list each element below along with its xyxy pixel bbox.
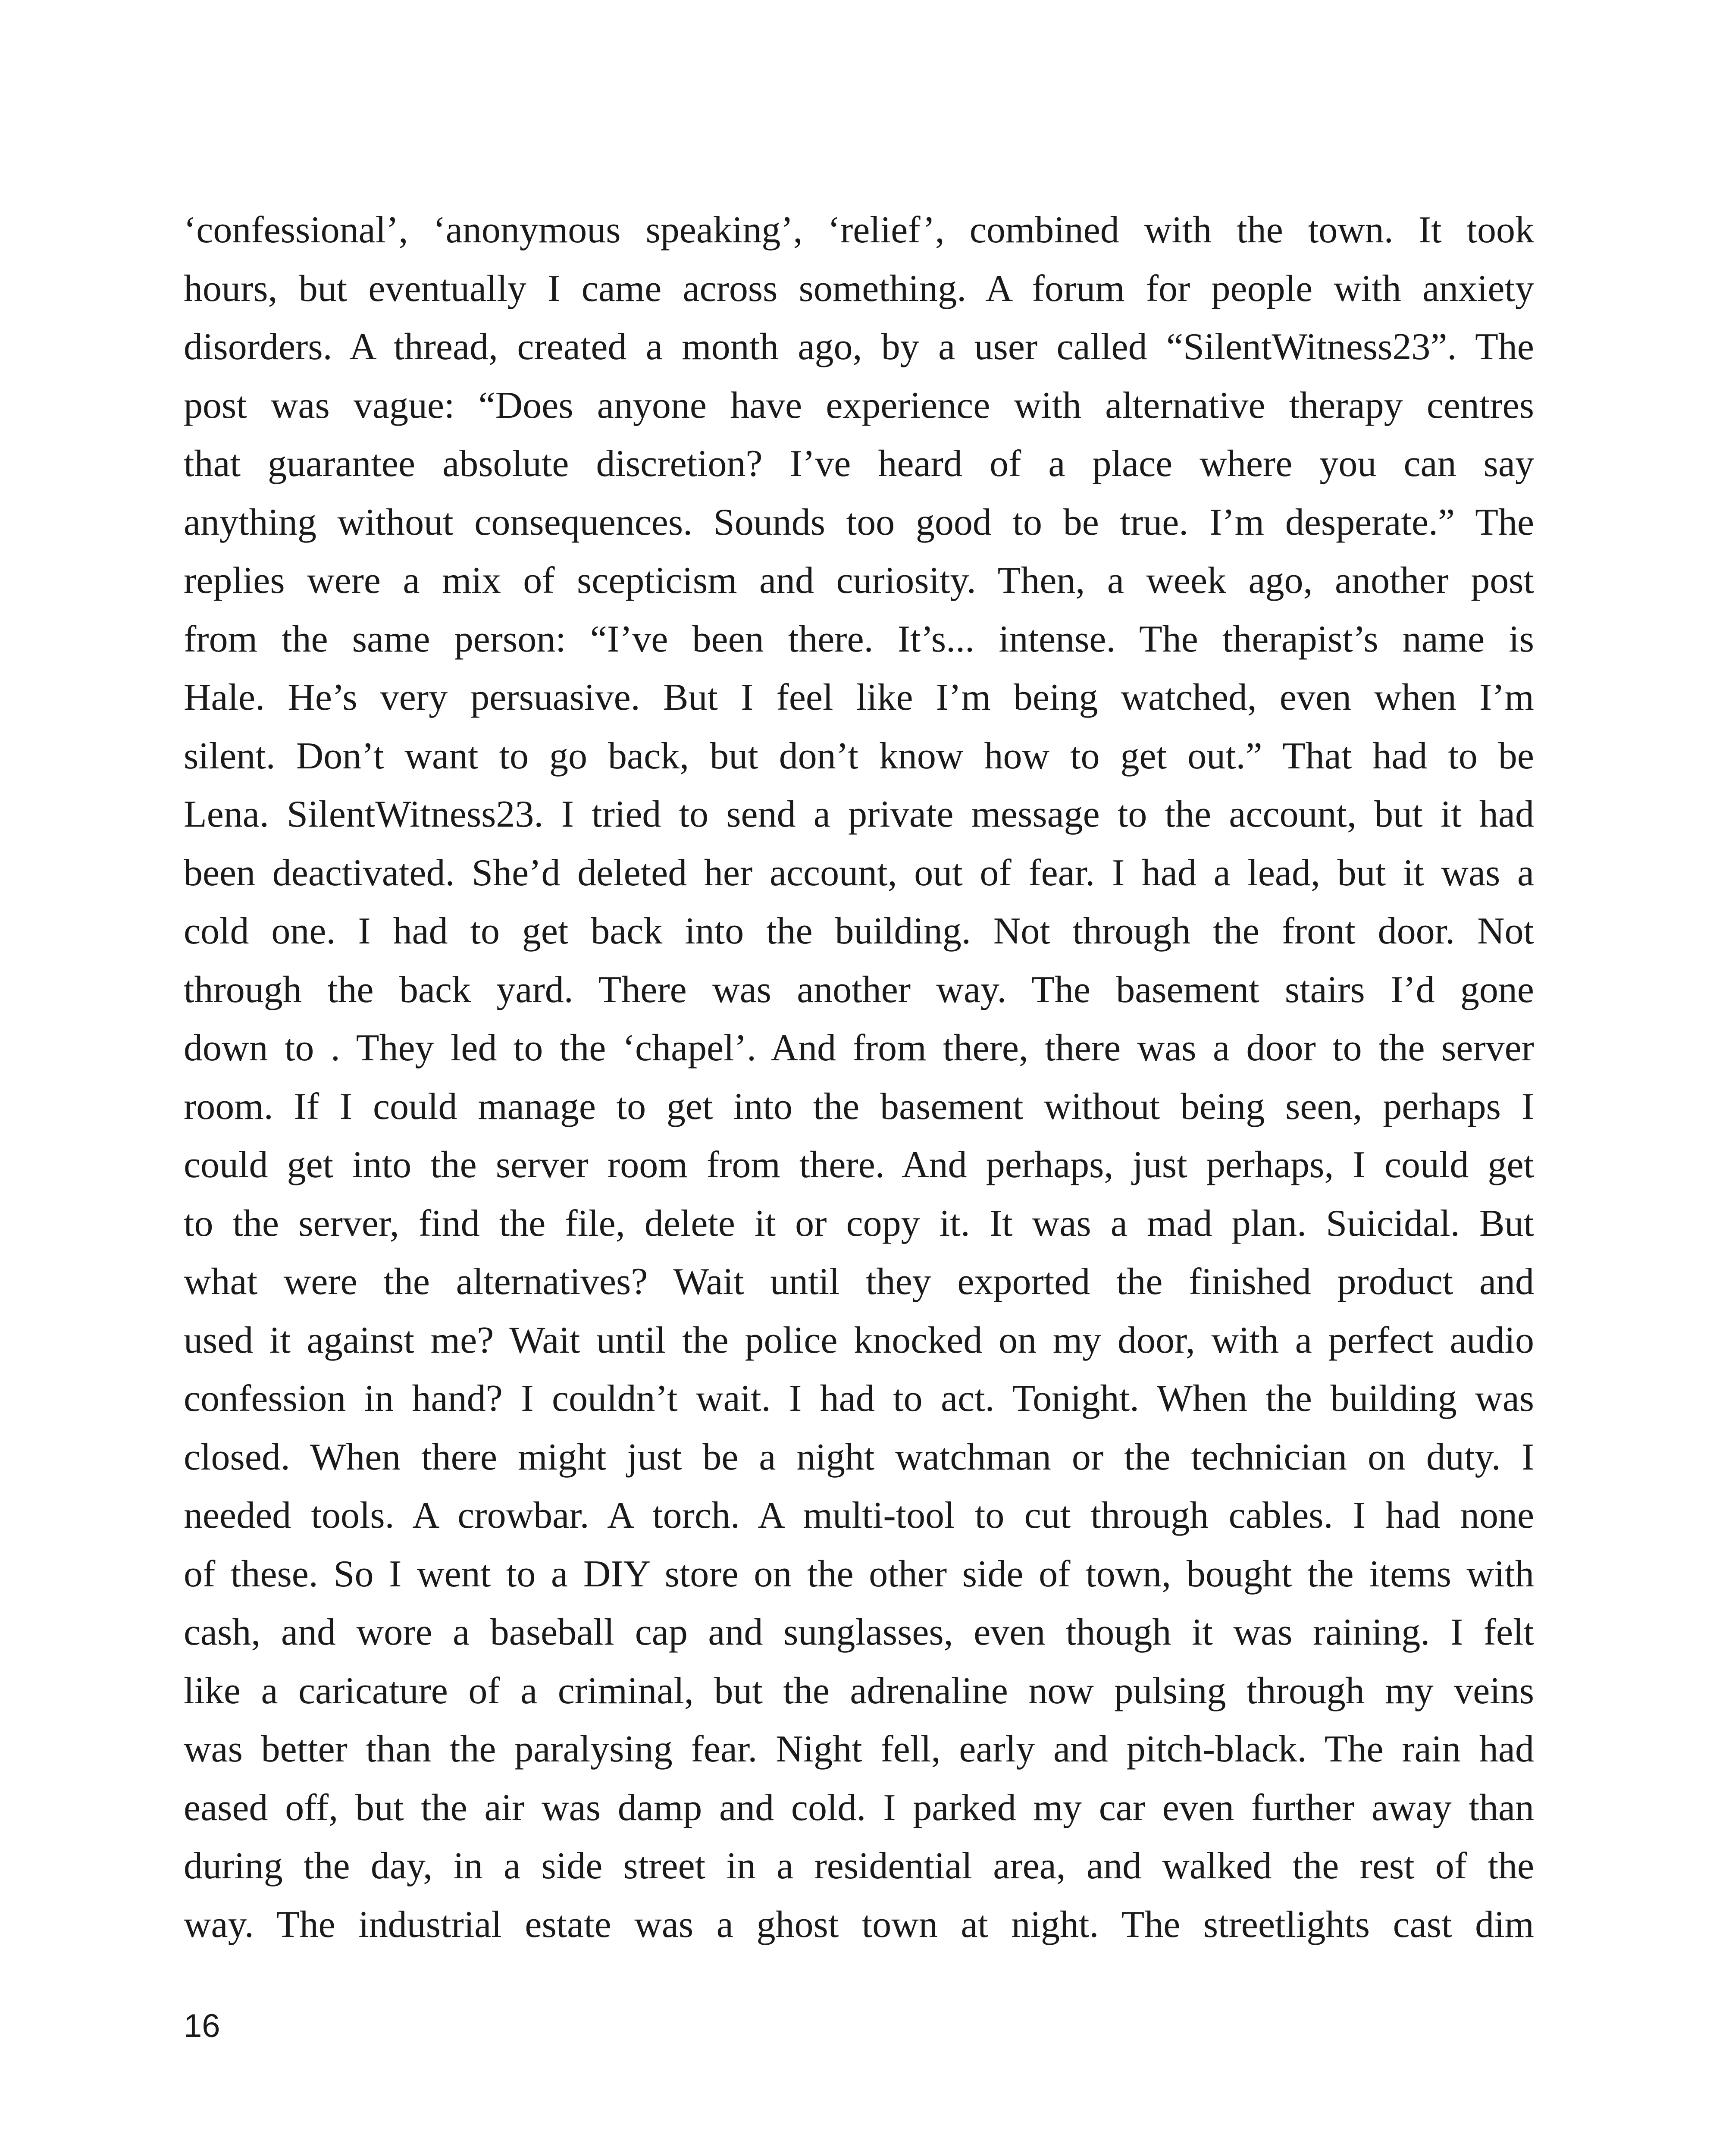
text-line: needed tools. A crowbar. A torch. A multi-tool to cut through cables. I had none: [184, 1495, 1534, 1536]
text-line: ‘confessional’, ‘anonymous speaking’, ‘relief’, combined with the town. It took: [184, 209, 1534, 251]
text-line: cash, and wore a baseball cap and sunglasses, even though it was raining. I felt: [184, 1611, 1534, 1653]
text-line: cold one. I had to get back into the building. Not through the front door. Not: [184, 910, 1534, 952]
text-line: replies were a mix of scepticism and curiosity. Then, a week ago, another post: [184, 560, 1534, 602]
text-line: disorders. A thread, created a month ago, by a user called “SilentWitness23”. The: [184, 326, 1534, 368]
text-line: way. The industrial estate was a ghost town at night. The streetlights cast dim: [184, 1903, 1534, 1946]
text-line: could get into the server room from there. And perhaps, just perhaps, I could get: [184, 1144, 1534, 1186]
text-line: hours, but eventually I came across something. A forum for people with anxiety: [184, 267, 1534, 310]
text-line: from the same person: “I’ve been there. It’s... intense. The therapist’s name is: [184, 618, 1534, 660]
text-line: through the back yard. There was another way. The basement stairs I’d gone: [184, 968, 1534, 1011]
text-line: post was vague: “Does anyone have experience with alternative therapy centres: [184, 384, 1534, 426]
text-line: that guarantee absolute discretion? I’ve heard of a place where you can say: [184, 443, 1534, 485]
text-line: of these. So I went to a DIY store on the other side of town, bought the items with: [184, 1553, 1534, 1595]
text-line: to the server, find the file, delete it or copy it. It was a mad plan. Suicidal. But: [184, 1202, 1534, 1244]
text-line: been deactivated. She’d deleted her account, out of fear. I had a lead, but it was a: [184, 852, 1534, 894]
text-line: Hale. He’s very persuasive. But I feel like I’m being watched, even when I’m: [184, 677, 1534, 718]
text-line: room. If I could manage to get into the basement without being seen, perhaps I: [184, 1085, 1534, 1128]
text-line: anything without consequences. Sounds too good to be true. I’m desperate.” The: [184, 501, 1534, 543]
text-line: during the day, in a side street in a residential area, and walked the rest of the: [184, 1845, 1534, 1887]
page-number: 16: [184, 2008, 220, 2044]
text-line: eased off, but the air was damp and cold. I parked my car even further away than: [184, 1786, 1534, 1829]
text-line: confession in hand? I couldn’t wait. I had to act. Tonight. When the building was: [184, 1378, 1534, 1420]
text-line: like a caricature of a criminal, but the adrenaline now pulsing through my veins: [184, 1670, 1534, 1712]
text-line: Lena. SilentWitness23. I tried to send a private message to the account, but it had: [184, 793, 1534, 835]
text-line: closed. When there might just be a night watchman or the technician on duty. I: [184, 1436, 1534, 1478]
text-line: was better than the paralysing fear. Night fell, early and pitch-black. The rain had: [184, 1728, 1534, 1770]
body-text: [184, 201, 1534, 1954]
text-line: down to . They led to the ‘chapel’. And from there, there was a door to the server: [184, 1027, 1534, 1069]
text-line: what were the alternatives? Wait until they exported the finished product and: [184, 1261, 1534, 1303]
text-line: silent. Don’t want to go back, but don’t know how to get out.” That had to be: [184, 735, 1534, 777]
text-line: used it against me? Wait until the police knocked on my door, with a perfect audio: [184, 1319, 1534, 1361]
